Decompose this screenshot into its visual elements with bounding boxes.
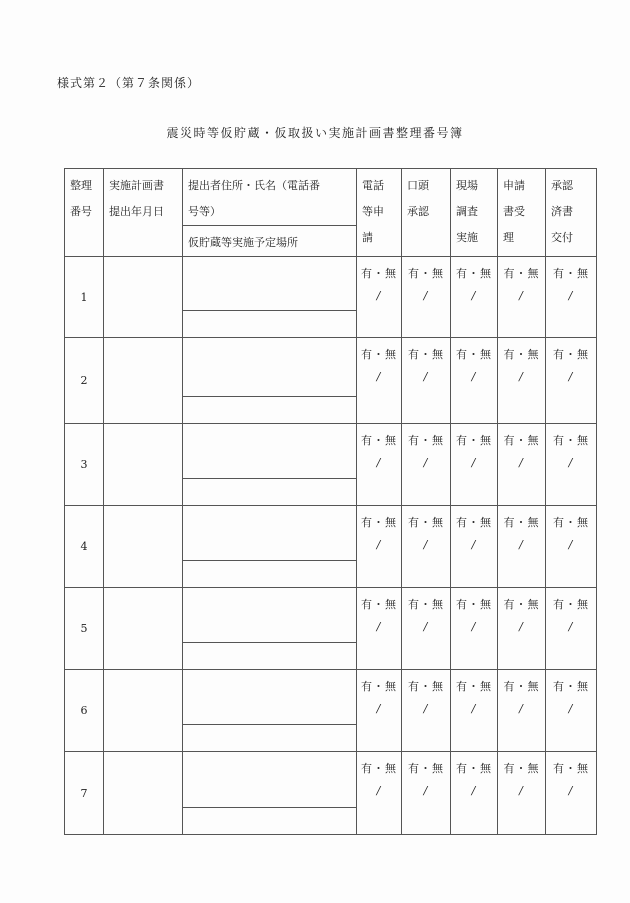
phone-yes-no-cell[interactable] bbox=[357, 588, 402, 670]
header-date: 実施計画書 提出年月日 bbox=[104, 169, 183, 257]
date-slash: / bbox=[568, 370, 574, 383]
survey-yes-no-cell[interactable] bbox=[451, 506, 498, 588]
phone-yes-no-cell[interactable] bbox=[357, 752, 402, 835]
date-slash: / bbox=[423, 702, 429, 715]
date-slash: / bbox=[519, 784, 524, 797]
yes-no-label: 有・無 bbox=[503, 348, 540, 361]
date-slash: / bbox=[423, 370, 429, 383]
yes-no-label: 有・無 bbox=[408, 267, 444, 280]
header-oral: 口頭 承認 bbox=[402, 169, 451, 257]
yes-no-label: 有・無 bbox=[456, 516, 492, 529]
yes-no-label: 有・無 bbox=[553, 348, 589, 361]
date-slash: / bbox=[423, 620, 429, 633]
yes-no-label: 有・無 bbox=[553, 516, 589, 529]
yes-no-label: 有・無 bbox=[456, 598, 492, 611]
date-slash: / bbox=[423, 784, 429, 797]
date-slash: / bbox=[519, 370, 524, 383]
date-cell[interactable] bbox=[104, 670, 183, 752]
date-slash: / bbox=[568, 289, 574, 302]
header-issued: 承認 済書 交付 bbox=[546, 169, 597, 257]
date-slash: / bbox=[376, 784, 382, 797]
yes-no-label: 有・無 bbox=[456, 267, 492, 280]
date-slash: / bbox=[376, 456, 382, 469]
table-row bbox=[65, 506, 597, 561]
location-cell[interactable] bbox=[183, 808, 357, 835]
phone-yes-no-cell[interactable] bbox=[357, 338, 402, 424]
date-slash: / bbox=[568, 456, 574, 469]
date-slash: / bbox=[471, 538, 477, 551]
oral-yes-no-cell[interactable] bbox=[402, 588, 451, 670]
survey-yes-no-cell[interactable] bbox=[451, 424, 498, 506]
yes-no-label: 有・無 bbox=[553, 762, 589, 775]
page-title: 震災時等仮貯蔵・仮取扱い実施計画書整理番号簿 bbox=[166, 126, 464, 140]
location-cell[interactable] bbox=[183, 725, 357, 752]
date-slash: / bbox=[471, 370, 477, 383]
date-slash: / bbox=[519, 538, 524, 551]
table-row bbox=[65, 588, 597, 643]
row-number: 3 bbox=[65, 424, 104, 506]
yes-no-label: 有・無 bbox=[553, 267, 589, 280]
oral-yes-no-cell[interactable] bbox=[402, 506, 451, 588]
phone-yes-no-cell[interactable] bbox=[357, 506, 402, 588]
yes-no-label: 有・無 bbox=[408, 434, 444, 447]
yes-no-label: 有・無 bbox=[456, 680, 492, 693]
table-row bbox=[65, 752, 597, 808]
row-number: 6 bbox=[65, 670, 104, 752]
header-no: 整理 番号 bbox=[65, 169, 104, 257]
issued-yes-no-cell[interactable] bbox=[546, 588, 597, 670]
submitter-cell[interactable] bbox=[183, 424, 357, 479]
date-slash: / bbox=[423, 289, 429, 302]
submitter-cell[interactable] bbox=[183, 338, 357, 397]
phone-yes-no-cell[interactable] bbox=[357, 257, 402, 338]
yes-no-label: 有・無 bbox=[503, 516, 540, 529]
date-cell[interactable] bbox=[104, 506, 183, 588]
yes-no-label: 有・無 bbox=[456, 762, 492, 775]
yes-no-label: 有・無 bbox=[408, 762, 444, 775]
yes-no-label: 有・無 bbox=[553, 680, 589, 693]
yes-no-label: 有・無 bbox=[503, 598, 540, 611]
oral-yes-no-cell[interactable] bbox=[402, 424, 451, 506]
date-cell[interactable] bbox=[104, 257, 183, 338]
date-slash: / bbox=[568, 538, 574, 551]
survey-yes-no-cell[interactable] bbox=[451, 752, 498, 835]
receipt-yes-no-cell[interactable] bbox=[498, 506, 546, 588]
yes-no-label: 有・無 bbox=[408, 598, 444, 611]
location-cell[interactable] bbox=[183, 397, 357, 424]
phone-yes-no-cell[interactable] bbox=[357, 424, 402, 506]
issued-yes-no-cell[interactable] bbox=[546, 670, 597, 752]
yes-no-label: 有・無 bbox=[361, 680, 397, 693]
submitter-cell[interactable] bbox=[183, 752, 357, 808]
submitter-cell[interactable] bbox=[183, 506, 357, 561]
date-cell[interactable] bbox=[104, 424, 183, 506]
yes-no-label: 有・無 bbox=[503, 267, 540, 280]
table-row bbox=[65, 338, 597, 397]
submitter-cell[interactable] bbox=[183, 670, 357, 725]
row-number: 1 bbox=[65, 257, 104, 338]
yes-no-label: 有・無 bbox=[361, 598, 397, 611]
date-slash: / bbox=[519, 456, 524, 469]
date-slash: / bbox=[423, 456, 429, 469]
survey-yes-no-cell[interactable] bbox=[451, 257, 498, 338]
yes-no-label: 有・無 bbox=[456, 348, 492, 361]
header-location: 仮貯蔵等実施予定場所 bbox=[183, 226, 357, 257]
yes-no-label: 有・無 bbox=[503, 762, 540, 775]
receipt-yes-no-cell[interactable] bbox=[498, 257, 546, 338]
date-cell[interactable] bbox=[104, 588, 183, 670]
location-cell[interactable] bbox=[183, 311, 357, 338]
table-row bbox=[65, 424, 597, 479]
receipt-yes-no-cell[interactable] bbox=[498, 424, 546, 506]
date-slash: / bbox=[568, 702, 574, 715]
date-slash: / bbox=[376, 370, 382, 383]
date-slash: / bbox=[471, 289, 477, 302]
yes-no-label: 有・無 bbox=[361, 267, 397, 280]
table-row bbox=[65, 257, 597, 311]
yes-no-label: 有・無 bbox=[408, 348, 444, 361]
yes-no-label: 有・無 bbox=[361, 516, 397, 529]
issued-yes-no-cell[interactable] bbox=[546, 257, 597, 338]
date-slash: / bbox=[471, 620, 477, 633]
survey-yes-no-cell[interactable] bbox=[451, 588, 498, 670]
yes-no-label: 有・無 bbox=[408, 680, 444, 693]
register-table bbox=[64, 168, 597, 835]
date-slash: / bbox=[519, 702, 524, 715]
survey-yes-no-cell[interactable] bbox=[451, 338, 498, 424]
header-survey: 現場 調査 実施 bbox=[451, 169, 498, 257]
yes-no-label: 有・無 bbox=[456, 434, 492, 447]
oral-yes-no-cell[interactable] bbox=[402, 257, 451, 338]
date-slash: / bbox=[376, 702, 382, 715]
yes-no-label: 有・無 bbox=[503, 434, 540, 447]
form-number: 様式第２（第７条関係） bbox=[57, 76, 201, 90]
yes-no-label: 有・無 bbox=[503, 680, 540, 693]
yes-no-label: 有・無 bbox=[553, 598, 589, 611]
table-row bbox=[65, 670, 597, 725]
date-cell[interactable] bbox=[104, 752, 183, 835]
issued-yes-no-cell[interactable] bbox=[546, 506, 597, 588]
row-number: 7 bbox=[65, 752, 104, 835]
yes-no-label: 有・無 bbox=[361, 348, 397, 361]
location-cell[interactable] bbox=[183, 643, 357, 670]
phone-yes-no-cell[interactable] bbox=[357, 670, 402, 752]
date-slash: / bbox=[519, 289, 524, 302]
issued-yes-no-cell[interactable] bbox=[546, 338, 597, 424]
yes-no-label: 有・無 bbox=[408, 516, 444, 529]
receipt-yes-no-cell[interactable] bbox=[498, 752, 546, 835]
submitter-cell[interactable] bbox=[183, 588, 357, 643]
survey-yes-no-cell[interactable] bbox=[451, 670, 498, 752]
oral-yes-no-cell[interactable] bbox=[402, 338, 451, 424]
location-cell[interactable] bbox=[183, 479, 357, 506]
row-number: 5 bbox=[65, 588, 104, 670]
date-slash: / bbox=[568, 784, 574, 797]
date-slash: / bbox=[376, 538, 382, 551]
date-slash: / bbox=[568, 620, 574, 633]
date-slash: / bbox=[471, 702, 477, 715]
date-cell[interactable] bbox=[104, 338, 183, 424]
submitter-cell[interactable] bbox=[183, 257, 357, 311]
row-number: 4 bbox=[65, 506, 104, 588]
yes-no-label: 有・無 bbox=[553, 434, 589, 447]
header-phone: 電話 等申 請 bbox=[357, 169, 402, 257]
issued-yes-no-cell[interactable] bbox=[546, 752, 597, 835]
date-slash: / bbox=[471, 456, 477, 469]
date-slash: / bbox=[519, 620, 524, 633]
location-cell[interactable] bbox=[183, 561, 357, 588]
date-slash: / bbox=[471, 784, 477, 797]
yes-no-label: 有・無 bbox=[361, 434, 397, 447]
receipt-yes-no-cell[interactable] bbox=[498, 670, 546, 752]
receipt-yes-no-cell[interactable] bbox=[498, 338, 546, 424]
receipt-yes-no-cell[interactable] bbox=[498, 588, 546, 670]
oral-yes-no-cell[interactable] bbox=[402, 670, 451, 752]
date-slash: / bbox=[376, 289, 382, 302]
header-submitter: 提出者住所・氏名（電話番 号等） bbox=[183, 169, 357, 226]
row-number: 2 bbox=[65, 338, 104, 424]
date-slash: / bbox=[423, 538, 429, 551]
oral-yes-no-cell[interactable] bbox=[402, 752, 451, 835]
issued-yes-no-cell[interactable] bbox=[546, 424, 597, 506]
date-slash: / bbox=[376, 620, 382, 633]
header-receipt: 申請 書受 理 bbox=[498, 169, 546, 257]
yes-no-label: 有・無 bbox=[361, 762, 397, 775]
